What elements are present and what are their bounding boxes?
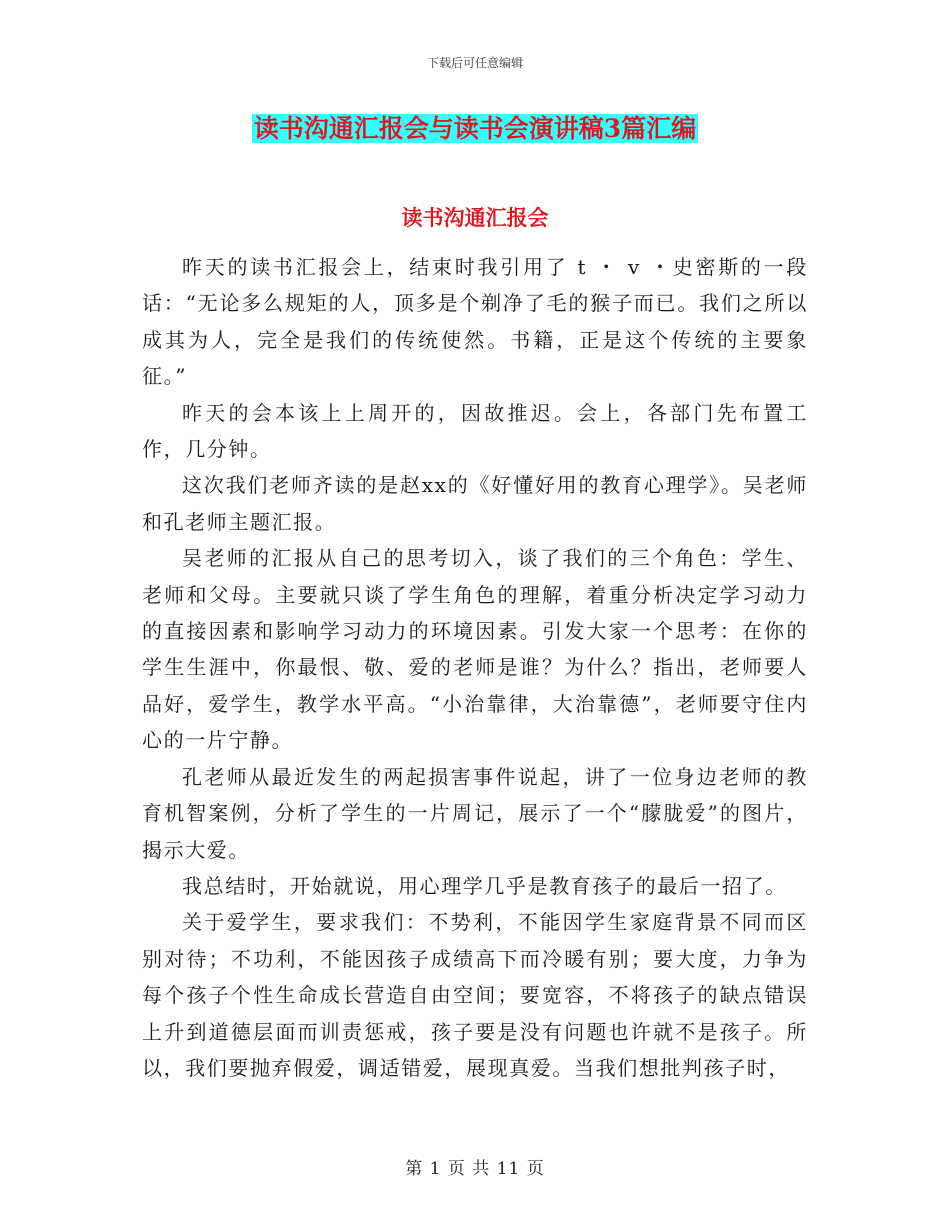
paragraph: 昨天的会本该上上周开的，因故推迟。会上，各部门先布置工作，几分钟。 [142,400,808,462]
document-title [0,112,950,146]
page-header-note: 下载后可任意编辑 [426,56,523,70]
page-number-footer: 第 1 页 共 11 页 [405,1159,545,1179]
document-body [142,249,808,1086]
paragraph: 这次我们老师齐读的是赵xx的《好懂好用的教育心理学》。吴老师和孔老师主题汇报。 [142,473,808,534]
paragraph: 我总结时，开始就说，用心理学几乎是教育孩子的最后一招了。 [182,873,787,898]
section-title: 读书沟通汇报会 [401,205,549,230]
document-title-text: 读书沟通汇报会与读书会演讲稿3篇汇编 [253,114,697,143]
paragraph: 孔老师从最近发生的两起损害事件说起，讲了一位身边老师的教育机智案例，分析了学生的一片周记，展示了一个“朦胧爱”的图片，揭示大爱。 [142,764,808,862]
paragraph: 昨天的读书汇报会上，结束时我引用了 t ・ v ・史密斯的一段话：“无论多么规矩的人，顶多是个剃净了毛的猴子而已。我们之所以成其为人，完全是我们的传统使然。书籍，正是这个传统的主要象征。” [142,255,808,389]
paragraph: 关于爱学生，要求我们：不势利，不能因学生家庭背景不同而区别对待；不功利，不能因孩子成绩高下而冷暖有别；要大度，力争为每个孩子个性生命成长营造自由空间；要宽容，不将孩子的缺点错误上升到道德层面而训责惩戒，孩子要是没有问题也许就不是孩子。所以，我们要抛弃假爱，调适错爱，展现真爱。当我们想批判孩子时， [142,910,808,1080]
paragraph: 吴老师的汇报从自己的思考切入，谈了我们的三个角色：学生、老师和父母。主要就只谈了学生角色的理解，着重分析决定学习动力的直接因素和影响学习动力的环境因素。引发大家一个思考：在你的学生生涯中，你最恨、敬、爱的老师是谁？为什么？指出，老师要人品好，爱学生，教学水平高。“小治靠律，大治靠德”，老师要守住内心的一片宁静。 [142,546,808,753]
